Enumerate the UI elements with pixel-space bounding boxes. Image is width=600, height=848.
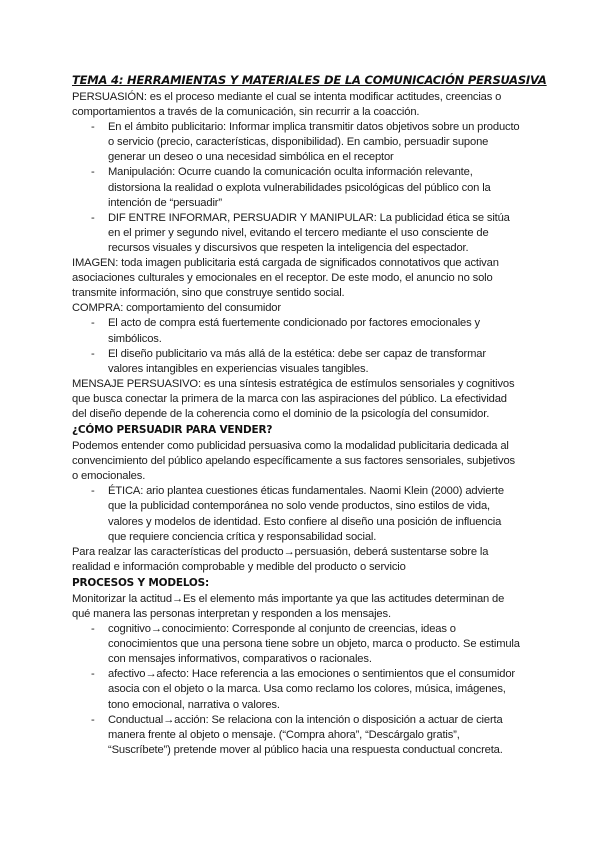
dash-bullet: -: [91, 211, 95, 224]
list-item: [72, 347, 522, 377]
document-page: [72, 72, 547, 758]
list-item: [72, 622, 522, 667]
dash-bullet: -: [91, 485, 95, 498]
list-item-text: afectivo→afecto: Hace referencia a las emociones o sentimientos que el consumidor asocia con el objeto o la marca. Usa como reclamo los colores, música, imágenes, tono emocional, narrativa o valores.: [108, 668, 515, 711]
list-item-text: En el ámbito publicitario: Informar implica transmitir datos objetivos sobre un producto o servicio (precio, características, disponibilidad). En cambio, persuadir supone generar un deseo o una necesidad simbólica en el receptor: [108, 121, 520, 164]
list-item-text: El acto de compra está fuertemente condicionado por factores emocionales y simbólicos.: [108, 317, 480, 345]
dash-bullet: -: [91, 713, 95, 726]
list-item-text: El diseño publicitario va más allá de la estética: debe ser capaz de transformar valores intangibles en experiencias visuales tangibles.: [108, 347, 486, 375]
section-heading-procesos: PROCESOS Y MODELOS:: [72, 576, 210, 589]
dash-bullet: -: [91, 347, 95, 360]
section-heading-vender: ¿CÓMO PERSUADIR PARA VENDER?: [72, 424, 273, 437]
persuasion-paragraph: PERSUASIÓN: es el proceso mediante el cual se intenta modificar actitudes, creencias o comportamientos a través de la comunicación, sin recurrir a la coacción.: [72, 91, 502, 119]
list-item: [72, 713, 522, 758]
list-item-text: DIF ENTRE INFORMAR, PERSUADIR Y MANIPULAR: La publicidad ética se sitúa en el primer y segundo nivel, evitando el tercero mediante el uso consciente de recursos visuales y discursivos que respeten la inteligencia del espectador.: [108, 211, 510, 254]
mensaje-paragraph: MENSAJE PERSUASIVO: es una síntesis estratégica de estímulos sensoriales y cognitivos que busca conectar la primera de la marca con las aspiraciones del público. La efectividad del diseño depende de la coherencia como el dominio de la psicología del consumidor.: [72, 377, 515, 420]
persuasion-list: [72, 120, 522, 256]
list-item: [72, 120, 522, 165]
actitud-components-list: [72, 622, 522, 758]
list-item-text: ÉTICA: ario plantea cuestiones éticas fundamentales. Naomi Klein (2000) advierte que la publicidad contemporánea no solo vende productos, sino estilos de vida, valores y modelos de identidad. Esto confiere al diseño una posición de influencia que requiere conciencia crítica y responsabilidad social.: [108, 485, 504, 543]
dash-bullet: -: [91, 668, 95, 681]
list-item: [72, 316, 522, 346]
list-item-text: cognitivo→conocimiento: Corresponde al conjunto de creencias, ideas o conocimientos que una persona tiene sobre un objeto, marca o producto. Se estimula con mensajes informativos, comparativos o racionales.: [108, 623, 520, 666]
realzar-paragraph: Para realzar las características del producto→persuasión, deberá sustentarse sobre la realidad e información comprobable y medible del producto o servicio: [72, 545, 489, 573]
dash-bullet: -: [91, 623, 95, 636]
list-item: [72, 484, 522, 544]
list-item-text: Conductual→acción: Se relaciona con la intención o disposición a actuar de cierta manera frente al objeto o mensaje. (“Compra ahora”, “Descárgalo gratis”, “Suscríbete”) pretende mover al público hacia una respuesta conductual concreta.: [108, 713, 503, 756]
list-item: [72, 211, 522, 256]
dash-bullet: -: [91, 317, 95, 330]
vender-paragraph: Podemos entender como publicidad persuasiva como la modalidad publicitaria dedicada al convencimiento del público apelando específicamente a sus factores sensoriales, subjetivos o emocionales.: [72, 440, 515, 483]
compra-paragraph: COMPRA: comportamiento del consumidor: [72, 302, 281, 315]
etica-list: [72, 484, 522, 544]
dash-bullet: -: [91, 166, 95, 179]
list-item: [72, 667, 522, 712]
list-item-text: Manipulación: Ocurre cuando la comunicación oculta información relevante, distorsiona la realidad o explota vulnerabilidades psicológicas del público con la intención de “persuadir”: [108, 166, 491, 209]
compra-list: [72, 316, 522, 376]
list-item: [72, 165, 522, 210]
dash-bullet: -: [91, 121, 95, 134]
monitorizar-paragraph: Monitorizar la actitud→Es el elemento más importante ya que las actitudes determinan de qué manera las personas interpretan y responden a los mensajes.: [72, 592, 505, 620]
page-title: TEMA 4: HERRAMIENTAS Y MATERIALES DE LA COMUNICACIÓN PERSUASIVA: [72, 73, 547, 87]
imagen-paragraph: IMAGEN: toda imagen publicitaria está cargada de significados connotativos que activan asociaciones culturales y emocionales en el receptor. De este modo, el anuncio no solo transmite información, sino que construye sentido social.: [72, 257, 499, 300]
